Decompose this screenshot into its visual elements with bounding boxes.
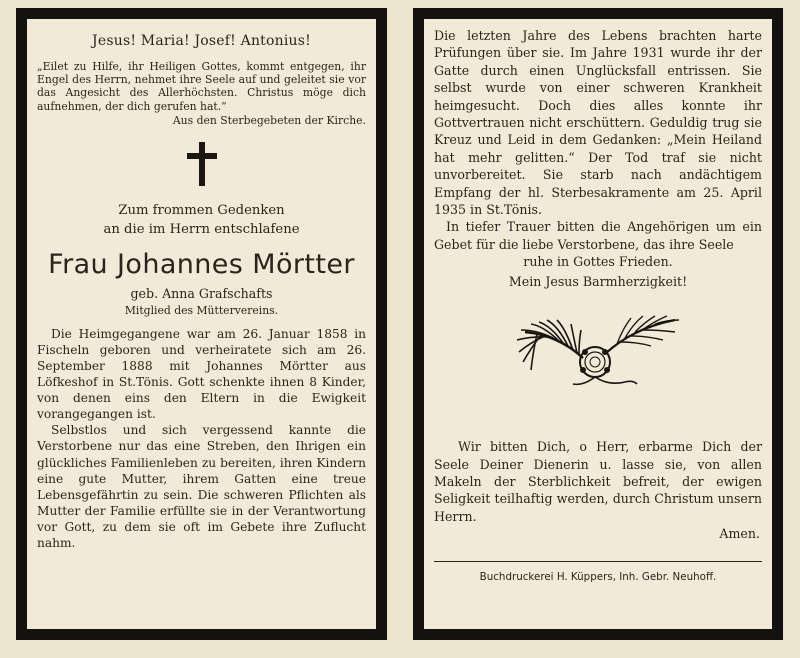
- right-memorial-panel: [413, 8, 783, 640]
- biography-paragraph-2: Selbstlos und sich vergessend kannte die Verstorbene nur das eine Streben, den Ihrigen ein glückliches Familienleben zu bereiten, ihren Kindern eine gute Mutter, ihrem Gatten eine treue Lebensgefährtin zu sein. Die schweren Pflichten als Mutter der Familie erfüllte sie in der Verantwortung vor Gott, zu dem sie oft im Gebete ihre Zuflucht nahm.: [37, 423, 366, 551]
- left-memorial-panel: [16, 8, 387, 640]
- amen-line: Amen.: [719, 526, 760, 542]
- imprint-divider: [434, 561, 762, 562]
- cross-icon: [187, 142, 217, 186]
- mercy-invocation: Mein Jesus Barmherzigkeit!: [508, 273, 688, 289]
- printer-imprint: Buchdruckerei H. Küppers, Inh. Gebr. Neuhoff.: [479, 570, 717, 583]
- closing-prayer: Wir bitten Dich, o Herr, erbarme Dich der Seele Deiner Dienerin u. lasse sie, von allen Makeln der Sterblichkeit befreit, der ewigen Seligkeit teilhaftig werden, durch Christum unsern Herrn.: [434, 439, 762, 524]
- rest-in-peace-line: ruhe in Gottes Frieden.: [523, 254, 673, 270]
- request-prayer-text: In tiefer Trauer bitten die Angehörigen um ein Gebet für die liebe Verstorbene, das ihre Seele: [434, 219, 762, 252]
- deceased-name: Frau Johannes Mörtter: [48, 248, 355, 280]
- memorial-intro-line-2: an die im Herrn entschlafene: [103, 221, 300, 237]
- memorial-intro-line-1: Zum frommen Gedenken: [118, 202, 285, 218]
- final-years-paragraph: Die letzten Jahre des Lebens brachten harte Prüfungen über sie. Im Jahre 1931 wurde ihr der Gatte durch einen Unglücksfall entrissen. Sie selbst wurde von einer schweren Krankheit heimgesucht. Doch dies alles konnte ihr Gottvertrauen nicht erschüttern. Geduldig trug sie Kreuz und Leid in dem Gedanken: „Mein Heiland hat mehr gelitten.“ Der Tod traf sie nicht unvorbereitet. Sie starb nach andächtigem Empfang der hl. Sterbesakramente am 25. April 1935 in St.Tönis.: [434, 28, 762, 218]
- invocation-heading: Jesus! Maria! Josef! Antonius!: [92, 33, 311, 49]
- memorial-intro: [37, 201, 366, 239]
- membership-note: Mitglied des Müttervereins.: [124, 303, 279, 317]
- prayer-source: Aus den Sterbegebeten der Kirche.: [172, 113, 366, 127]
- request-prayer-paragraph: [434, 218, 762, 253]
- biography-paragraph-1: Die Heimgegangene war am 26. Januar 1858 in Fischeln geboren und verheiratete sich am 26. September 1888 mit Johannes Mörtter aus Löfkeshof in St.Tönis. Gott schenkte ihnen 8 Kinder, von denen eins den Eltern in die Ewigkeit vorangegangen ist.: [37, 326, 366, 422]
- palm-wreath-ornament-icon: [513, 310, 683, 388]
- funeral-prayer-quote: „Eilet zu Hilfe, ihr Heiligen Gottes, kommt entgegen, ihr Engel des Herrn, nehmet ihre Seele auf und geleitet sie vor das Angesicht des Allerhöchsten. Christus möge dich aufnehmen, der dich gerufen hat.“: [37, 60, 366, 113]
- birth-name: geb. Anna Grafschafts: [130, 285, 273, 301]
